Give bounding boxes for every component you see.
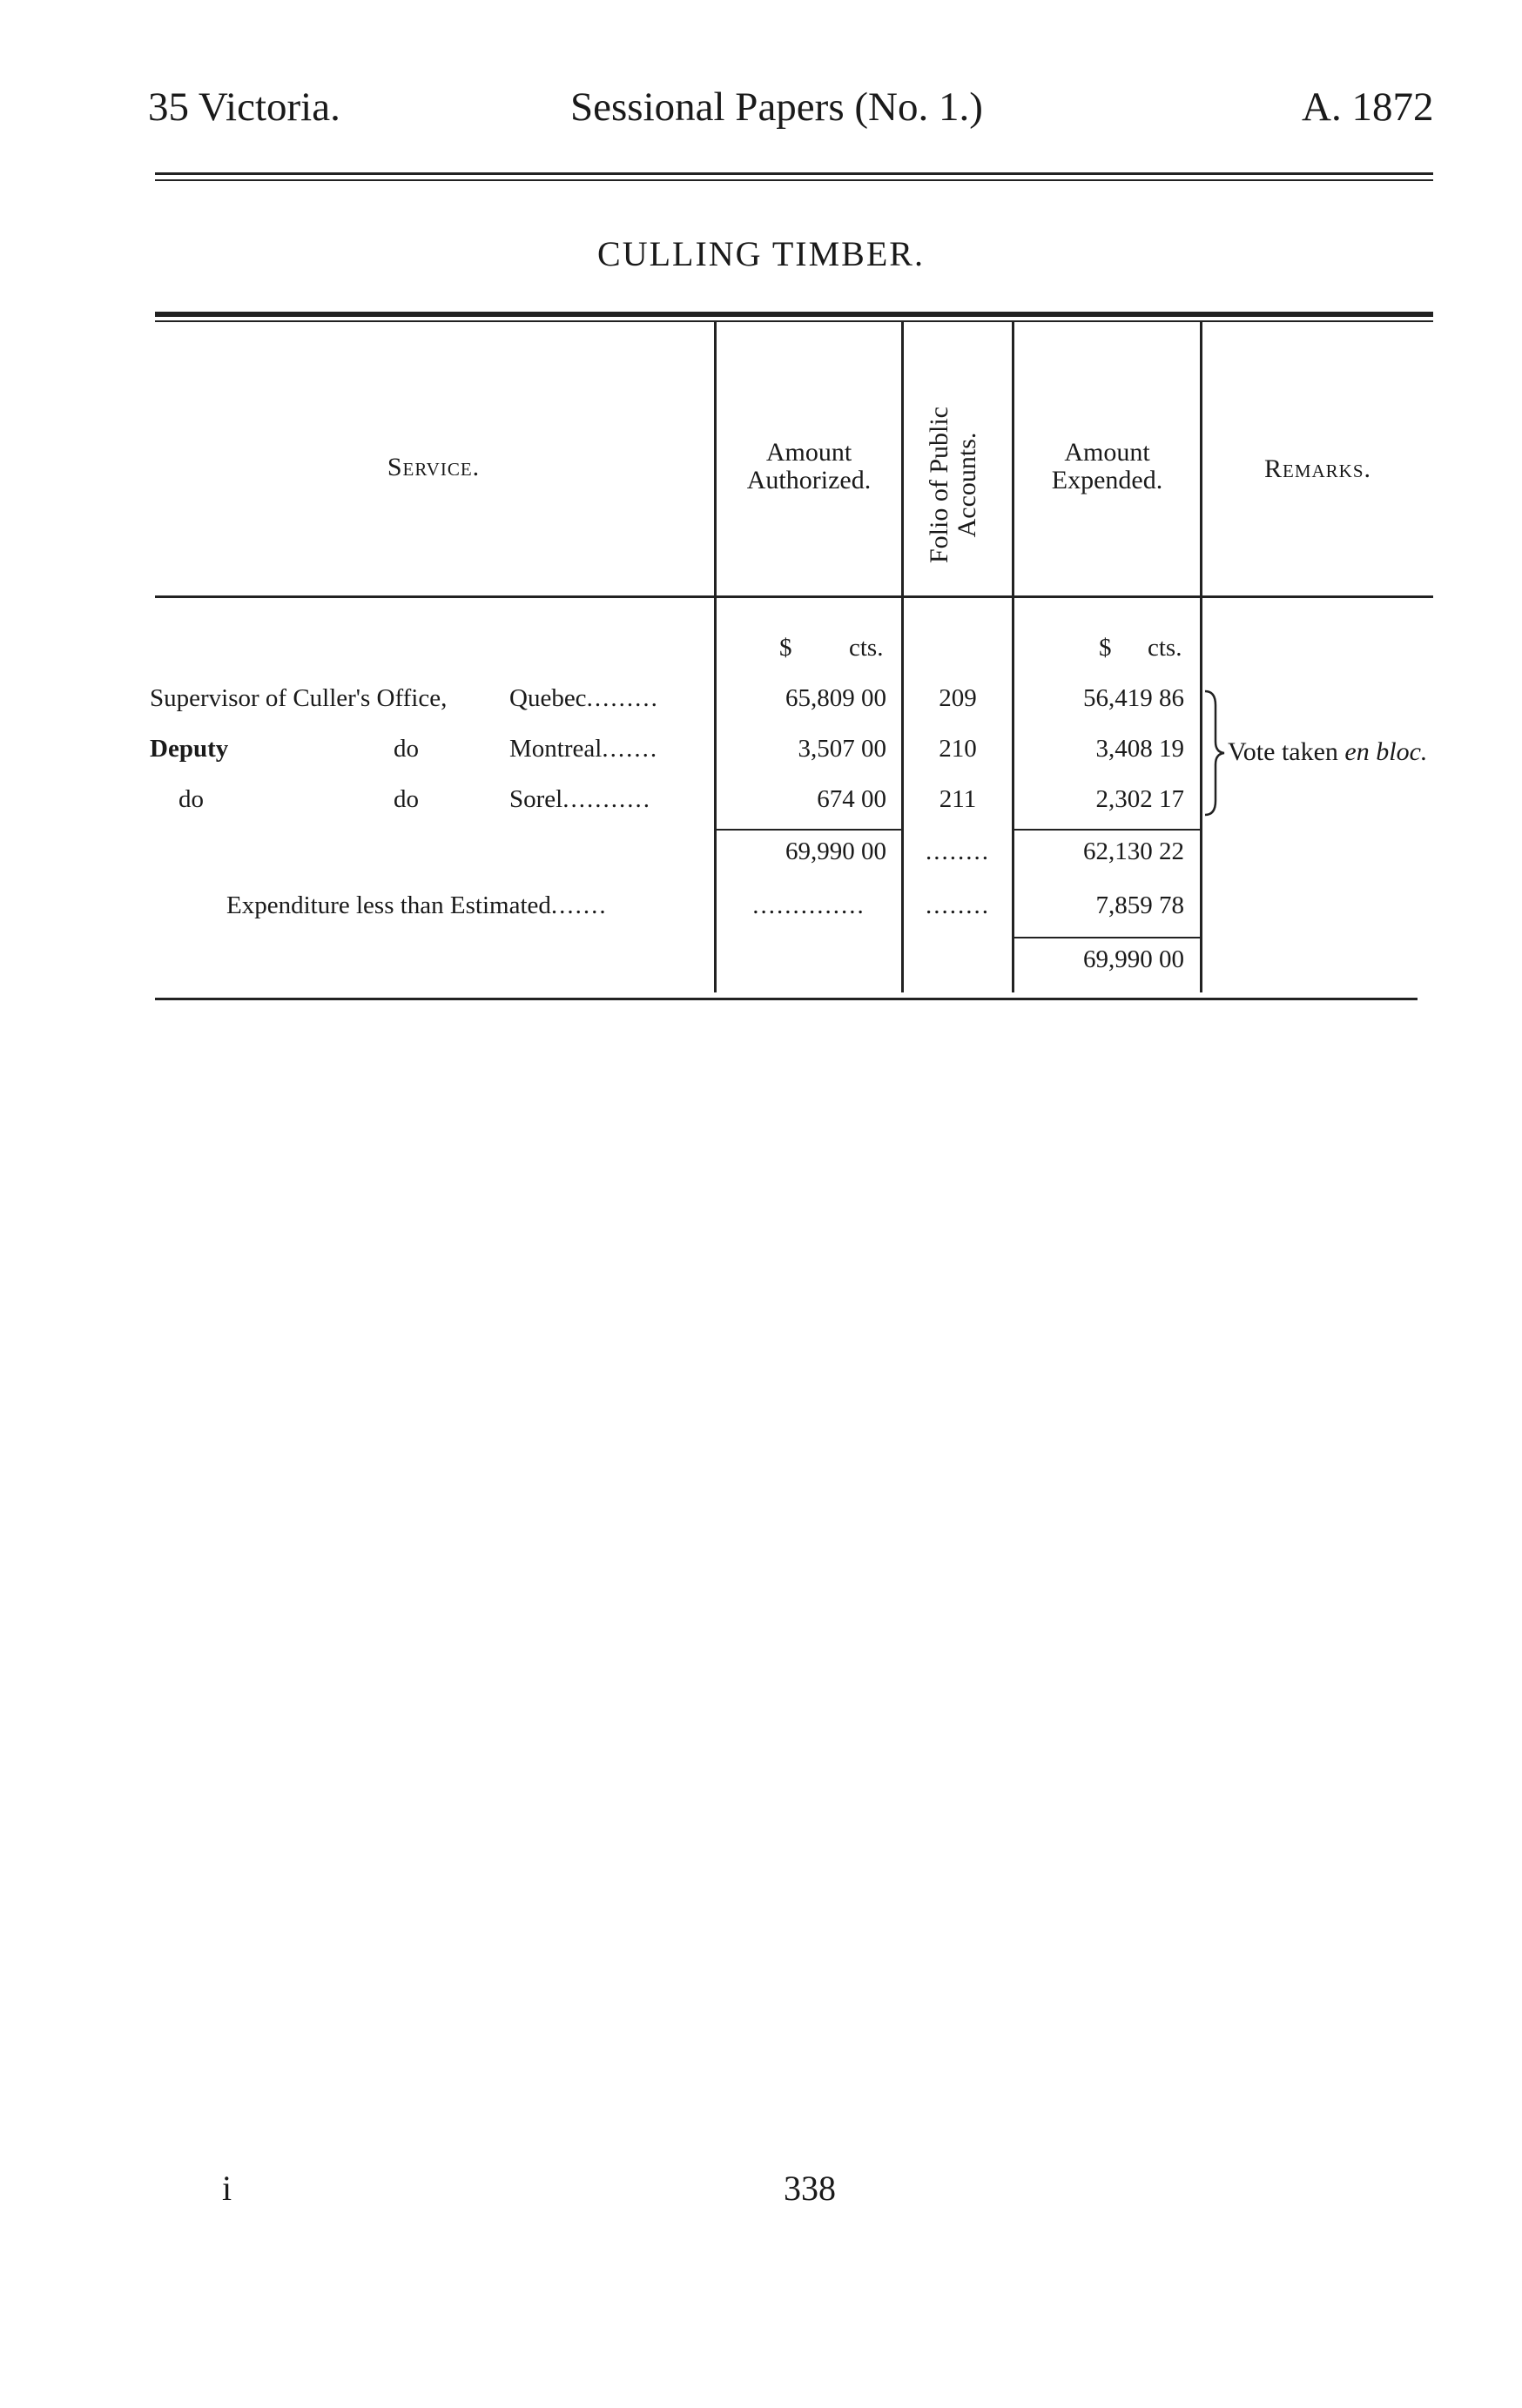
units-auth-cents: cts. [849, 634, 884, 662]
table-top-rule [155, 312, 1433, 317]
table-row-3-place [509, 785, 651, 814]
table-row-2-place [509, 735, 658, 763]
difference-folio-dots: ........ [926, 891, 990, 919]
units-exp-dollar: $ [1099, 634, 1112, 662]
table-row-3-folio: 211 [939, 785, 977, 813]
footer-left-mark: i [222, 2169, 232, 2208]
difference-leader: ....... [550, 891, 608, 919]
col-header-authorized-line2: Authorized. [746, 466, 872, 494]
table-row-3-leader: ........... [562, 785, 651, 813]
col-header-expended-line2: Expended. [1051, 466, 1163, 494]
table-row-3-expended: 2,302 17 [1095, 785, 1184, 813]
table-row-2-folio: 210 [939, 735, 977, 763]
col-divider-4 [1200, 322, 1202, 992]
difference-label [226, 891, 608, 920]
col-header-expended [1014, 439, 1200, 494]
total-expended: 62,130 22 [1083, 837, 1184, 865]
difference-authorized-dots: .............. [752, 891, 865, 919]
table-row-2-service: Deputy [150, 735, 229, 763]
remarks-note [1228, 737, 1427, 767]
table-row-2-ditto: do [394, 735, 419, 763]
units-exp-cents: cts. [1148, 634, 1182, 662]
header-right: A. 1872 [1302, 84, 1434, 130]
difference-expended: 7,859 78 [1095, 891, 1184, 919]
col-header-authorized-line1: Amount [765, 438, 852, 467]
col-header-folio-line1: Folio of Public [925, 407, 953, 564]
table-top-rule-thin [155, 320, 1433, 322]
units-auth-dollar: $ [779, 634, 792, 662]
table-row-1-service: Supervisor of Culler's Office, [150, 684, 448, 712]
header-left: 35 Victoria. [148, 84, 340, 130]
table-row-1-place-name: Quebec [509, 684, 587, 712]
table-row-1-leader: ......... [586, 684, 659, 712]
table-row-3-service: do [178, 785, 204, 813]
table-row-2-expended: 3,408 19 [1095, 735, 1184, 763]
table-row-3-ditto: do [394, 785, 419, 813]
header-rule-bottom [155, 179, 1433, 181]
col-header-folio [926, 346, 987, 624]
page-title: CULLING TIMBER. [597, 234, 925, 273]
header-rule-top [155, 172, 1433, 175]
total-folio-dots: ........ [926, 837, 990, 865]
table-row-2-authorized: 3,507 00 [798, 735, 886, 763]
subtotal-rule-expended [1014, 829, 1200, 831]
table-row-1-folio: 209 [939, 684, 977, 712]
table-row-1-place [509, 684, 659, 713]
col-header-authorized [717, 439, 901, 494]
table-row-1-expended: 56,419 86 [1083, 684, 1184, 712]
grand-total-expended: 69,990 00 [1083, 945, 1184, 973]
total-authorized: 69,990 00 [785, 837, 886, 865]
table-row-3-place-name: Sorel [509, 785, 563, 813]
grand-total-rule [1014, 937, 1200, 938]
table-row-3-authorized: 674 00 [817, 785, 886, 813]
difference-label-text: Expenditure less than Estimated [226, 891, 551, 919]
col-header-expended-line1: Amount [1064, 438, 1150, 467]
table-row-2-place-name: Montreal [509, 735, 603, 763]
page-number: 338 [784, 2169, 836, 2208]
remarks-brace [1202, 688, 1228, 818]
table-row-2-leader: ....... [602, 735, 659, 763]
table-row-1-authorized: 65,809 00 [785, 684, 886, 712]
subtotal-rule-authorized [717, 829, 901, 831]
header-separator [155, 595, 1433, 598]
col-header-remarks: Remarks. [1263, 454, 1372, 483]
header-center: Sessional Papers (No. 1.) [570, 84, 983, 130]
col-header-folio-line2: Accounts. [953, 432, 981, 538]
remarks-note-italic: en bloc. [1344, 737, 1428, 766]
remarks-note-text: Vote taken [1228, 737, 1345, 766]
table-bottom-rule [155, 998, 1418, 1000]
col-header-service: Service. [387, 453, 481, 481]
